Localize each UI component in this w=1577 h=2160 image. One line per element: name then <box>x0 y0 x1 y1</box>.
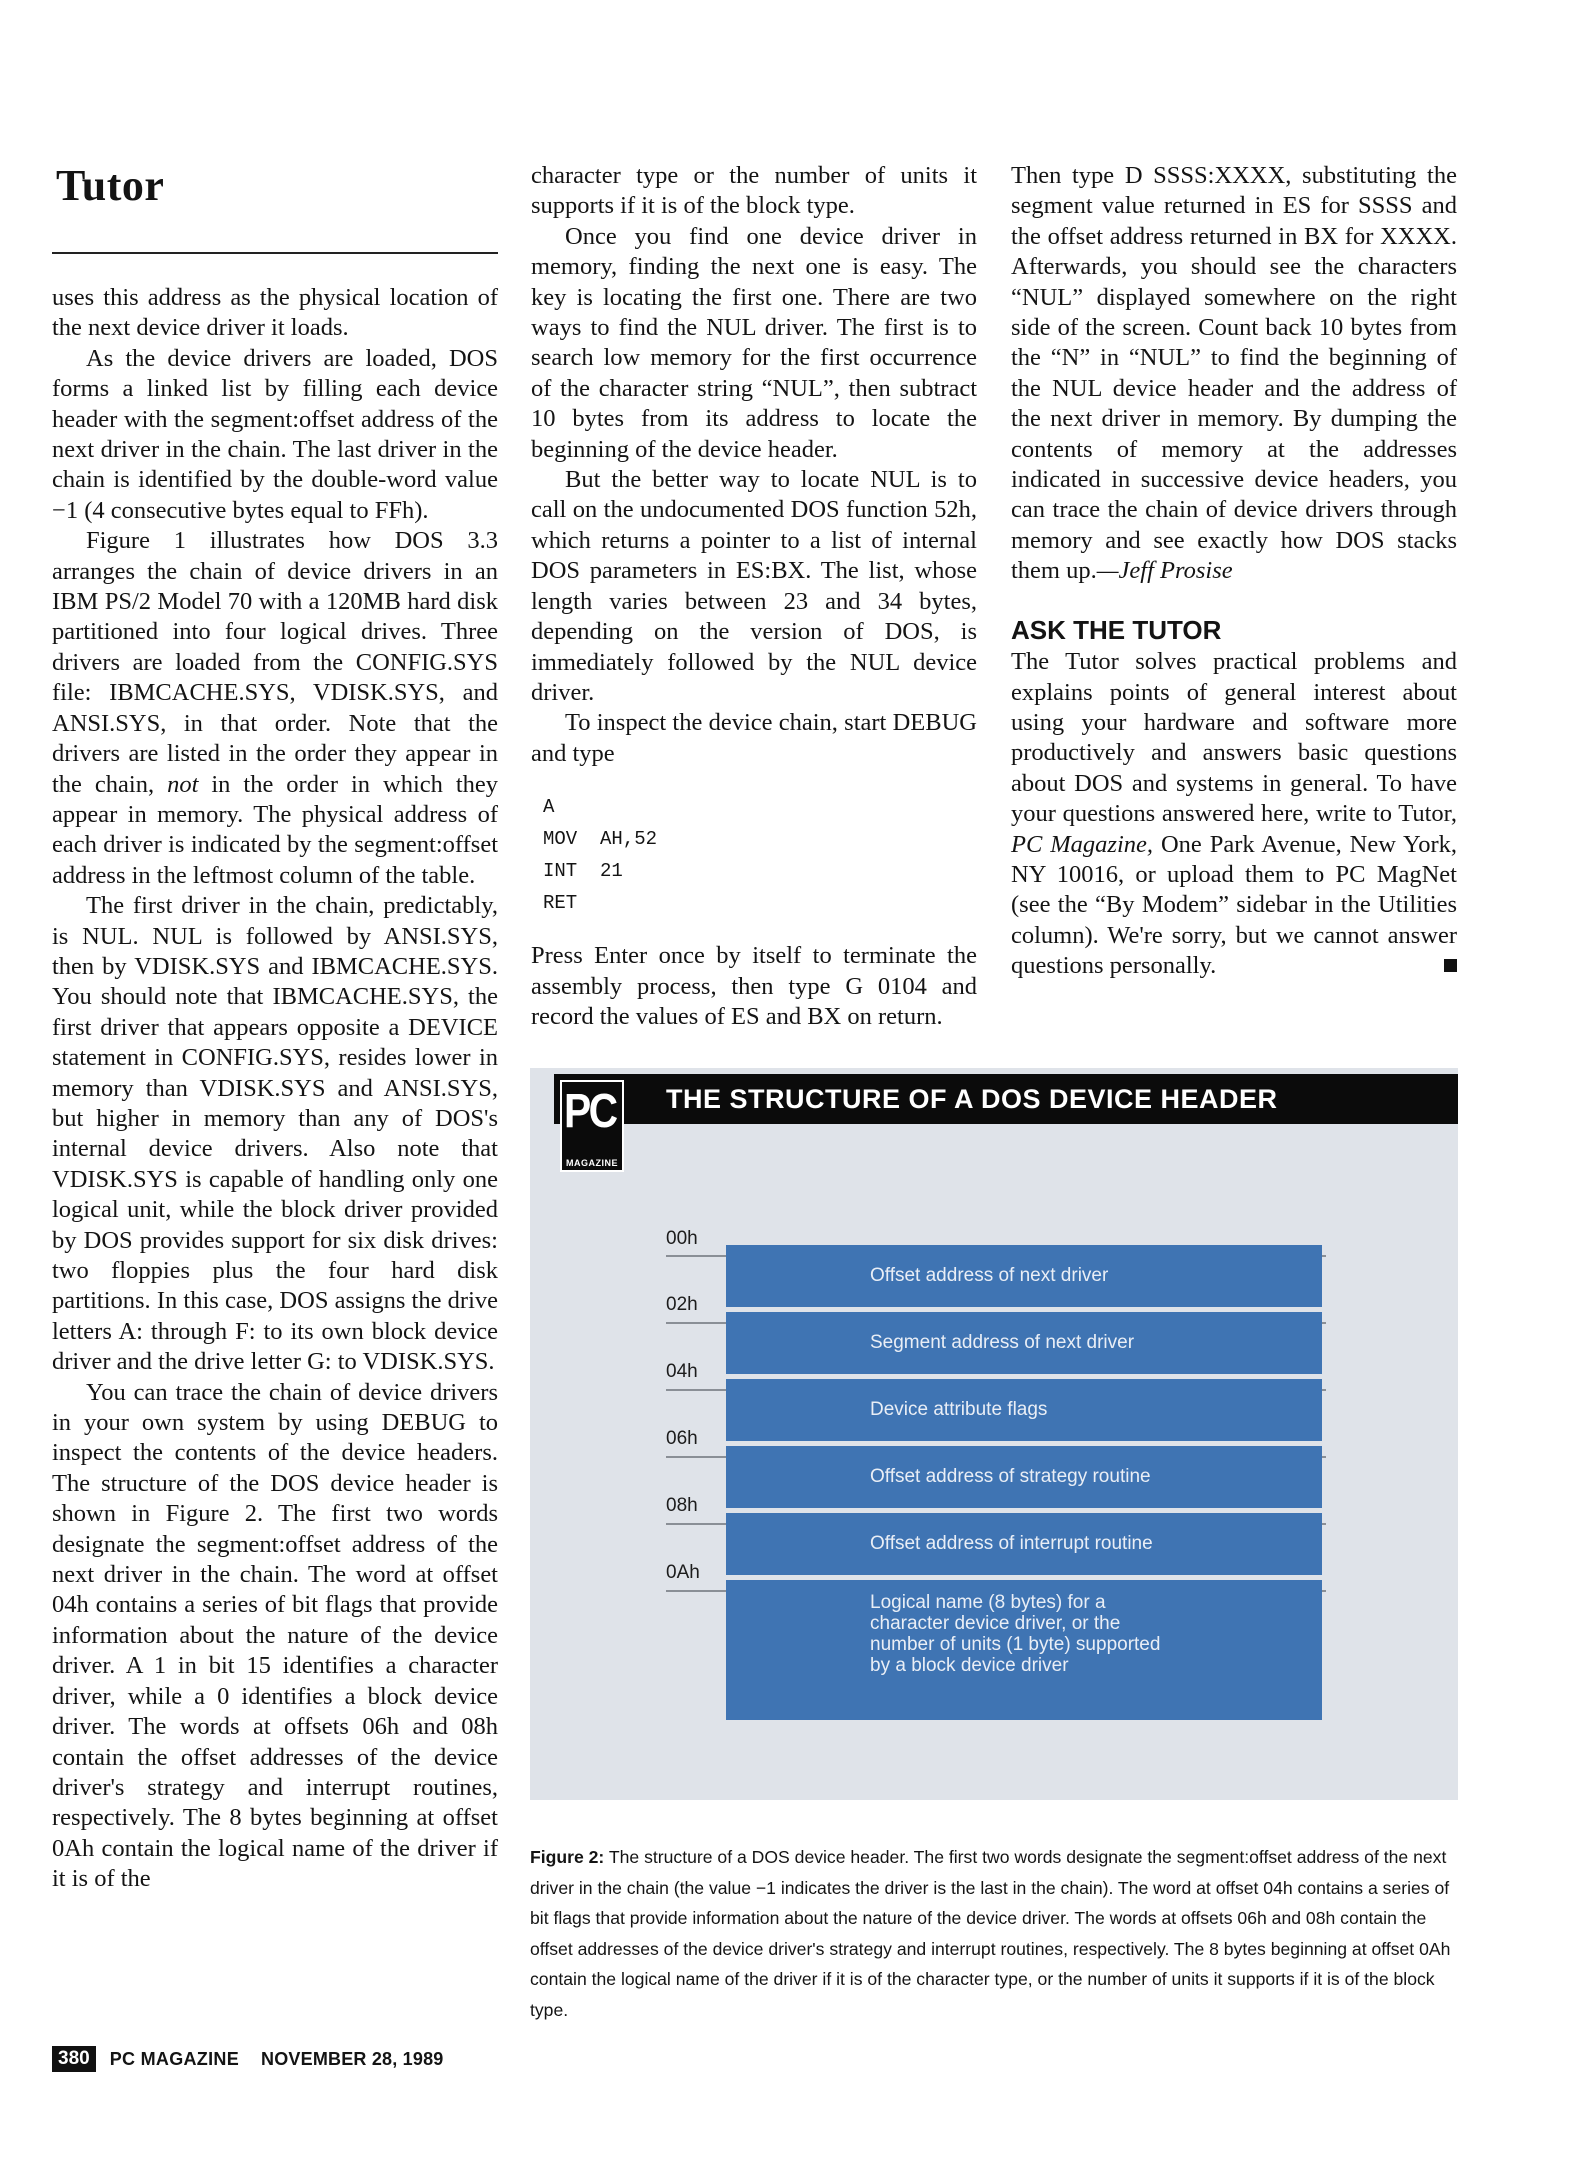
figure-device-header <box>530 1068 1458 1800</box>
code-line: MOV AH,52 <box>543 828 658 851</box>
pc-magazine-logo <box>560 1080 624 1172</box>
paragraph: Press Enter once by itself to terminate the assembly process, then type G 0104 and record the values of ES and BX on return. <box>531 942 977 1030</box>
caption-text: The structure of a DOS device header. The first two words designate the segment:offset address of the next driver in the chain (the value −1 indicates the driver is the last in the chain). The word at offset 04h contains a series of bit flags that provide information about the nature of the device driver. The words at offsets 06h and 08h contain the offset addresses of the device driver's strategy and interrupt routines, respectively. The 8 bytes beginning at offset 0Ah contain the logical name of the driver if it is of the character type, or the number of units it supports if it is of the block type. <box>530 1847 1451 2020</box>
text-run: The Tutor solves practical problems and explains points of general interest about using your hardware and software more productively and answers basic questions about DOS and systems in general. To have your questions answered here, write to Tutor, <box>1011 648 1457 828</box>
paragraph: You can trace the chain of device drivers in your own system by using DEBUG to inspect the contents of the device headers. The structure of the DOS device header is shown in Figure 2. The first two words designate the segment:offset address of the next driver in the chain. The word at offset 04h contains a series of bit flags that provide information about the nature of the device driver. A 1 in bit 15 identifies a character driver, while a 0 identifies a block device driver. The words at offsets 06h and 08h contain the offset addresses of the device driver's strategy and interrupt routines, respectively. The 8 bytes beginning at offset 0Ah contain the logical name of the driver if it is of the <box>52 1378 498 1893</box>
logo-letters: PC <box>564 1085 616 1138</box>
offset-label: 06h <box>666 1428 698 1449</box>
page-number: 380 <box>52 2046 96 2072</box>
field-next-offset: Offset address of next driver <box>726 1245 1322 1307</box>
caption-label: Figure 2: <box>530 1847 605 1867</box>
issue-date: NOVEMBER 28, 1989 <box>261 2048 444 2069</box>
figure-title: THE STRUCTURE OF A DOS DEVICE HEADER <box>666 1084 1278 1114</box>
logo-subtitle: MAGAZINE <box>566 1158 618 1168</box>
figure-title-bar <box>554 1074 1458 1124</box>
offset-label: 0Ah <box>666 1562 700 1583</box>
field-interrupt-offset: Offset address of interrupt routine <box>726 1513 1322 1575</box>
offset-label: 00h <box>666 1228 698 1249</box>
text-run: in the order in which they appear in memory. The physical address of each driver is indicated by the segment:offset address in the leftmost column of the table. <box>52 770 499 889</box>
code-line: A <box>543 796 555 819</box>
paragraph: character type or the number of units it supports if it is of the block type. <box>531 162 977 220</box>
page-footer <box>52 2046 444 2072</box>
paragraph: But the better way to locate NUL is to call on the undocumented DOS function 52h, which returns a pointer to a list of internal DOS parameters in ES:BX. The list, whose length varies between 23 and 34 bytes, depending on the version of DOS, is immediately followed by the NUL device driver. <box>531 466 977 706</box>
text-run: Then type D SSSS:XXXX, substituting the segment value returned in ES for SSSS and the offset address returned in BX for XXXX. Afterwards, you should see the characters “NUL” displayed somewhere on the right side of the screen. Count back 10 bytes from the “N” in “NUL” to find the beginning of the NUL device header and the address of the next driver in memory. By dumping the contents of memory at the addresses indicated in successive device headers, you can trace the chain of device drivers through memory and see exactly how DOS stacks them up. <box>1011 162 1457 585</box>
offset-label: 04h <box>666 1361 698 1382</box>
paragraph <box>52 526 498 891</box>
paragraph: uses this address as the physical location of the next device driver it loads. <box>52 284 498 342</box>
offset-label: 02h <box>666 1294 698 1315</box>
section-heading: ASK THE TUTOR <box>1011 614 1222 645</box>
page-title: Tutor <box>56 161 165 210</box>
field-strategy-offset: Offset address of strategy routine <box>726 1446 1322 1508</box>
column-2 <box>531 161 977 1032</box>
emphasis: PC Magazine, <box>1011 830 1154 858</box>
paragraph <box>1011 161 1457 587</box>
paragraph: As the device drivers are loaded, DOS forms a linked list by filling each device header with the segment:offset address of the next driver in the chain. The last driver in the chain is identified by the double-word value −1 (4 consecutive bytes equal to FFh). <box>52 344 498 524</box>
code-line: RET <box>543 892 578 915</box>
field-attribute-flags: Device attribute flags <box>726 1379 1322 1441</box>
end-mark <box>1444 959 1457 972</box>
title-rule <box>52 252 498 254</box>
text-run: One Park Avenue, New York, NY 10016, or upload them to PC MagNet (see the “By Modem” sidebar in the Utilities column). We're sorry, but we cannot answer questions personally. <box>1011 830 1458 980</box>
paragraph: The first driver in the chain, predictably, is NUL. NUL is followed by ANSI.SYS, then by VDISK.SYS and IBMCACHE.SYS. You should note that IBMCACHE.SYS, the first driver that appears opposite a DEVICE statement in CONFIG.SYS, resides lower in memory than VDISK.SYS and ANSI.SYS, but higher in memory than any of DOS's internal device drivers. Also note that VDISK.SYS is capable of handling only one logical unit, while the block driver provided by DOS provides support for six disk drives: two floppies plus the four hard disk partitions. In this case, DOS assigns the drive letters A: through F: to its own block device driver and the drive letter G: to VDISK.SYS. <box>52 892 498 1376</box>
column-1 <box>52 283 498 1895</box>
code-listing <box>543 791 977 919</box>
emphasis: not <box>167 770 199 798</box>
text-run: Figure 1 illustrates how DOS 3.3 arranges the chain of device drivers in an IBM PS/2 Model 70 with a 120MB hard disk partitioned into four logical drives. Three drivers are loaded from the CONFIG.SYS file: IBMCACHE.SYS, VDISK.SYS, and ANSI.SYS, in that order. Note that the drivers are listed in the order they appear in the chain, <box>52 527 498 798</box>
field-logical-name: Logical name (8 bytes) for a character device driver, or the number of units (1 byte) supported by a block device driver <box>726 1580 1322 1720</box>
magazine-name: PC MAGAZINE <box>109 2048 240 2069</box>
column-3 <box>1011 161 1457 982</box>
figure-caption <box>530 1842 1458 2026</box>
code-line: INT 21 <box>543 860 623 883</box>
paragraph <box>1011 647 1457 981</box>
field-next-segment: Segment address of next driver <box>726 1312 1322 1374</box>
offset-label: 08h <box>666 1495 698 1516</box>
paragraph: Once you find one device driver in memory, finding the next one is easy. The key is locating the first one. There are two ways to find the NUL driver. The first is to search low memory for the first occurrence of the character string “NUL”, then subtract 10 bytes from its address to locate the beginning of the device header. <box>531 222 977 463</box>
paragraph: To inspect the device chain, start DEBUG and type <box>531 709 977 767</box>
byline: —Jeff Prosise <box>1096 557 1233 585</box>
